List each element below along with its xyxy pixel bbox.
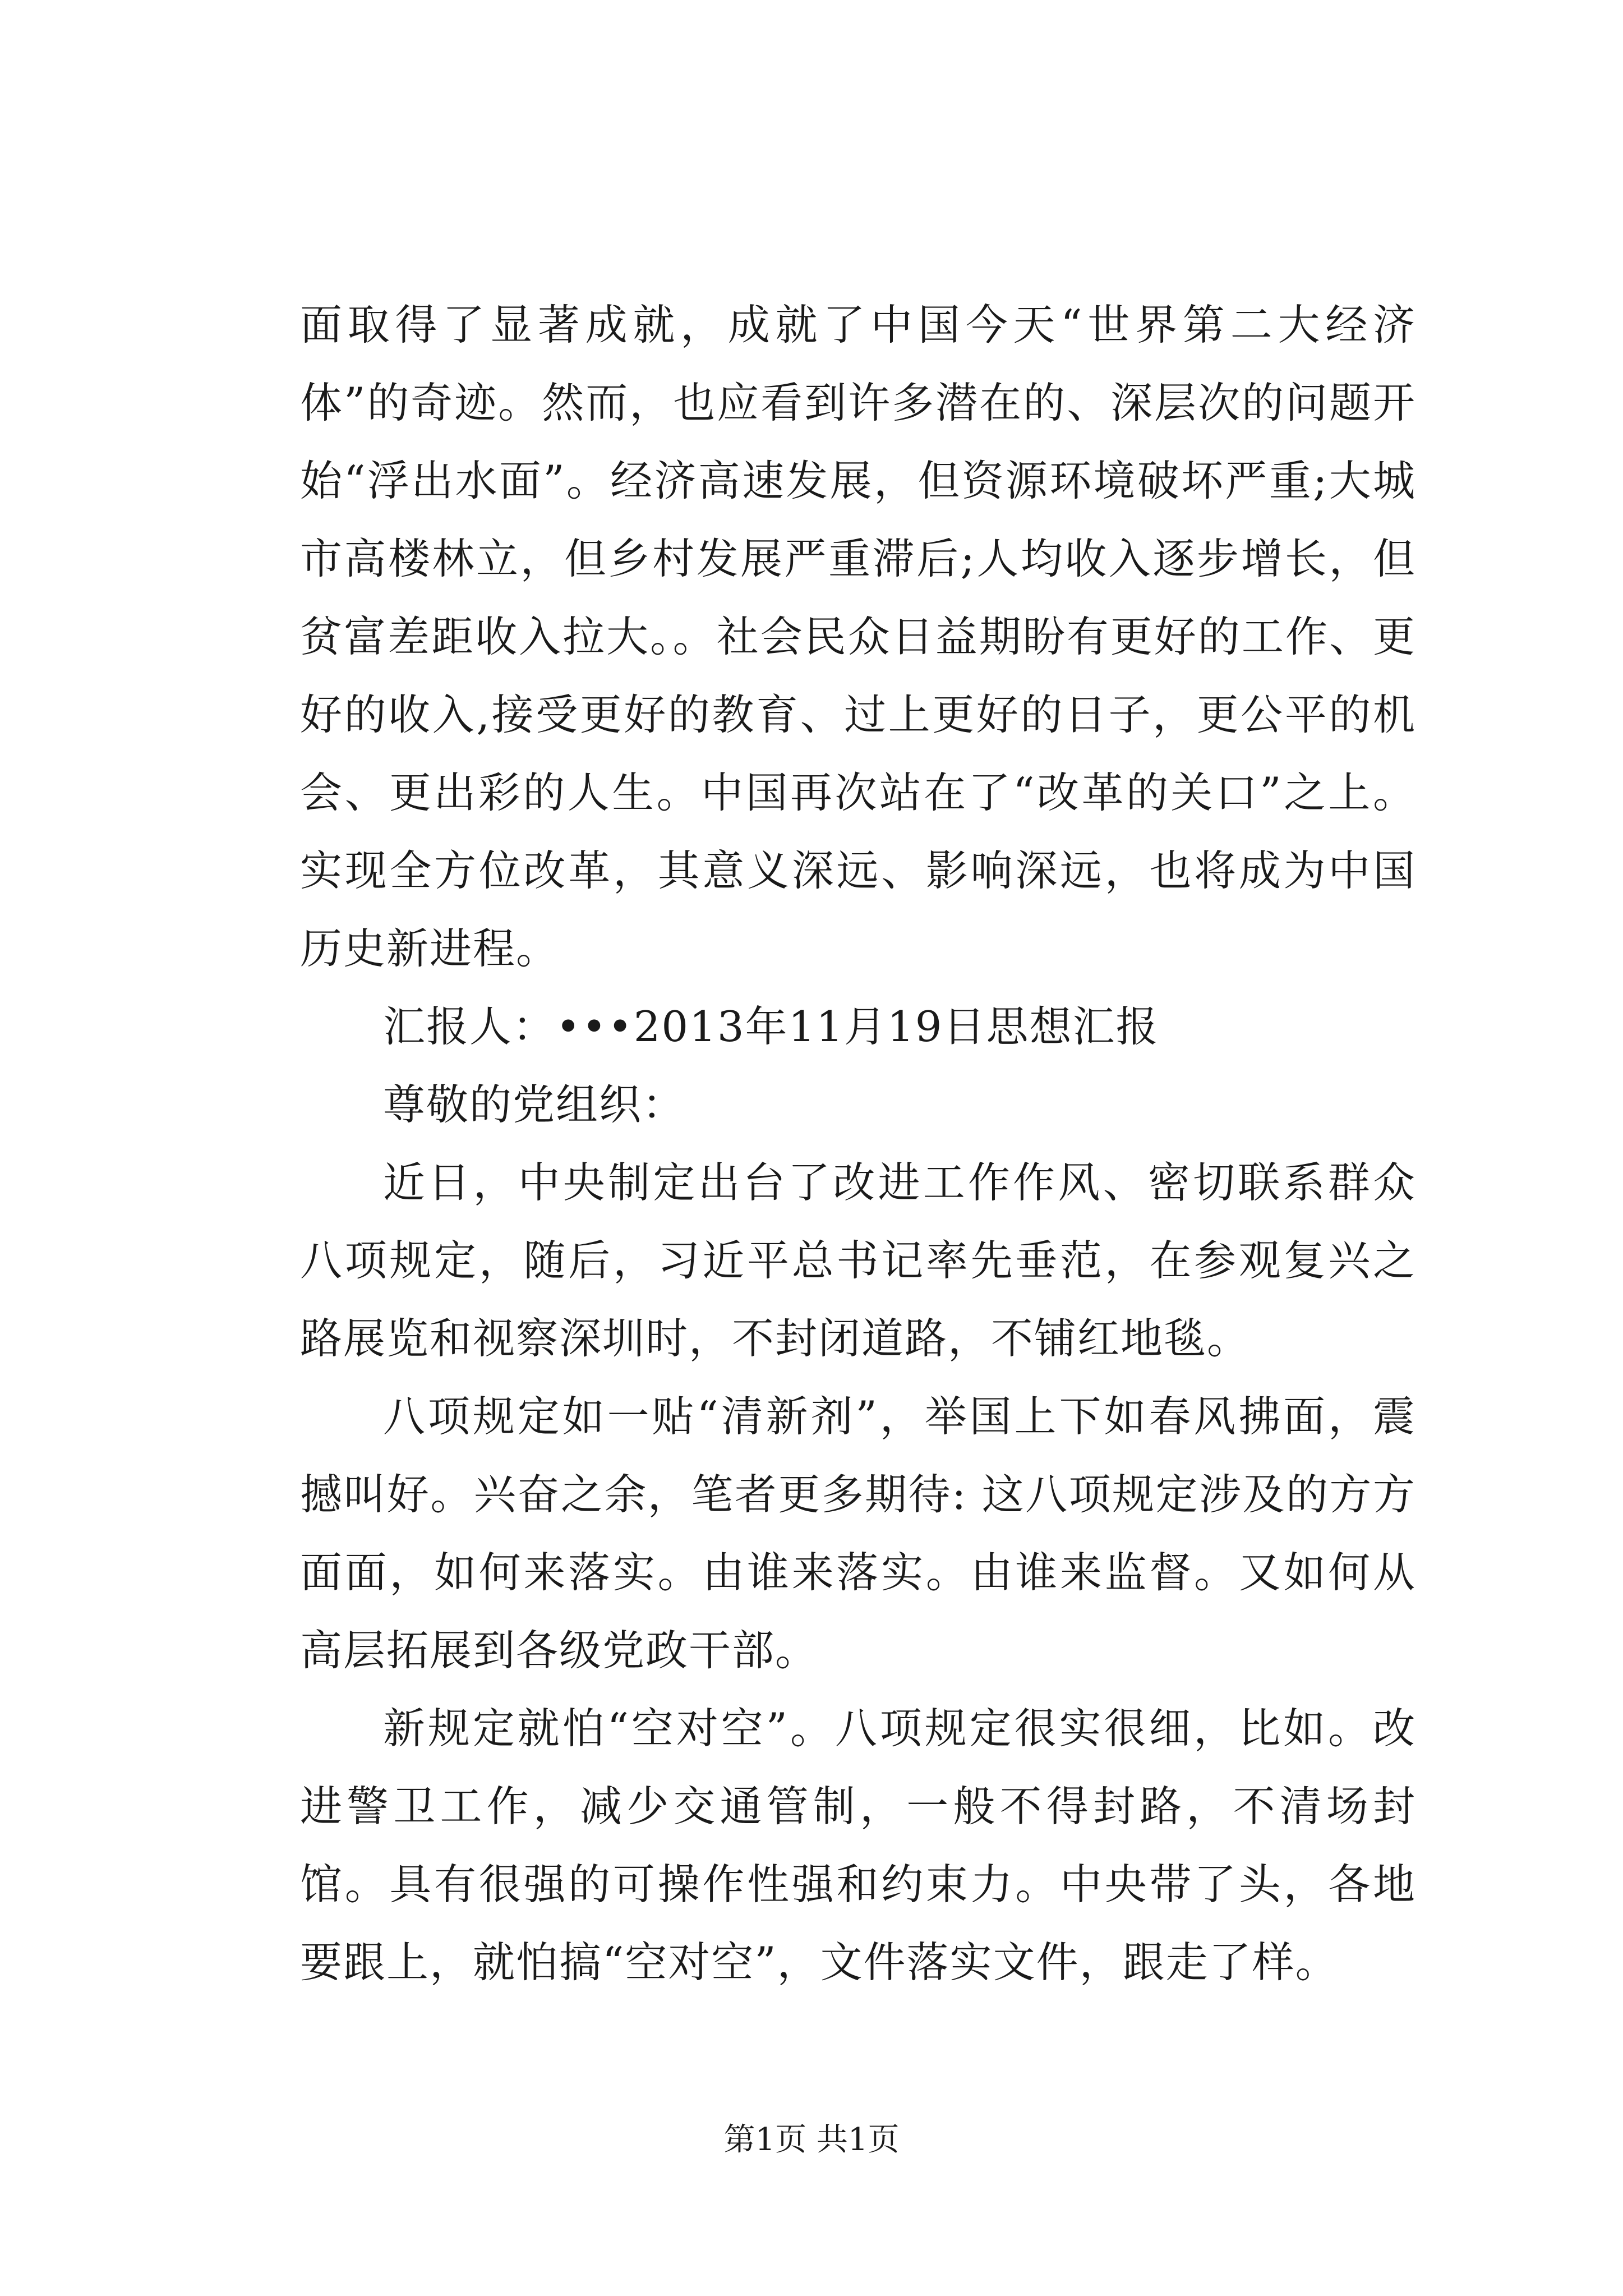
paragraph-salutation: 尊敬的党组织： <box>383 1080 686 1129</box>
paragraph-expectations: 八项规定如一贴“清新剂”，举国上下如春风拂面，震撼叫好。兴奋之余，笔者更多期待: 这八项规定涉及的方方面面，如何来落实。由谁来落实。由谁来监督。又如何从高层拓展到各级党政干部。 <box>300 1392 1416 1675</box>
paragraph-continuation: 面取得了显著成就，成就了中国今天“世界第二大经济体”的奇迹。然而，也应看到许多潜在的、深层次的问题开始“浮出水面”。经济高速发展，但资源环境破坏严重;大城市高楼林立，但乡村发展严重滞后;人均收入逐步增长，但贫富差距收入拉大。。社会民众日益期盼有更好的工作、更好的收入,接受更好的教育、过上更好的日子，更公平的机会、更出彩的人生。中国再次站在了“改革的关口”之上。实现全方位改革，其意义深远、影响深远，也将成为中国历史新进程。 <box>300 300 1416 973</box>
document-body <box>300 286 1416 2001</box>
paragraph-reporter: 汇报人：•••2013年11月19日思想汇报 <box>383 1002 1159 1051</box>
paragraph-eight-rules-intro: 近日，中央制定出台了改进工作作风、密切联系群众八项规定，随后，习近平总书记率先垂范，在参观复兴之路展览和视察深圳时，不封闭道路，不铺红地毯。 <box>300 1158 1416 1363</box>
paragraph-empty-talk: 新规定就怕“空对空”。八项规定很实很细，比如。改进警卫工作，减少交通管制，一般不得封路，不清场封馆。具有很强的可操作性强和约束力。中央带了头，各地要跟上，就怕搞“空对空”，文件落实文件，跟走了样。 <box>300 1704 1416 1987</box>
page-number-footer: 第1页 共1页 <box>723 2122 900 2158</box>
